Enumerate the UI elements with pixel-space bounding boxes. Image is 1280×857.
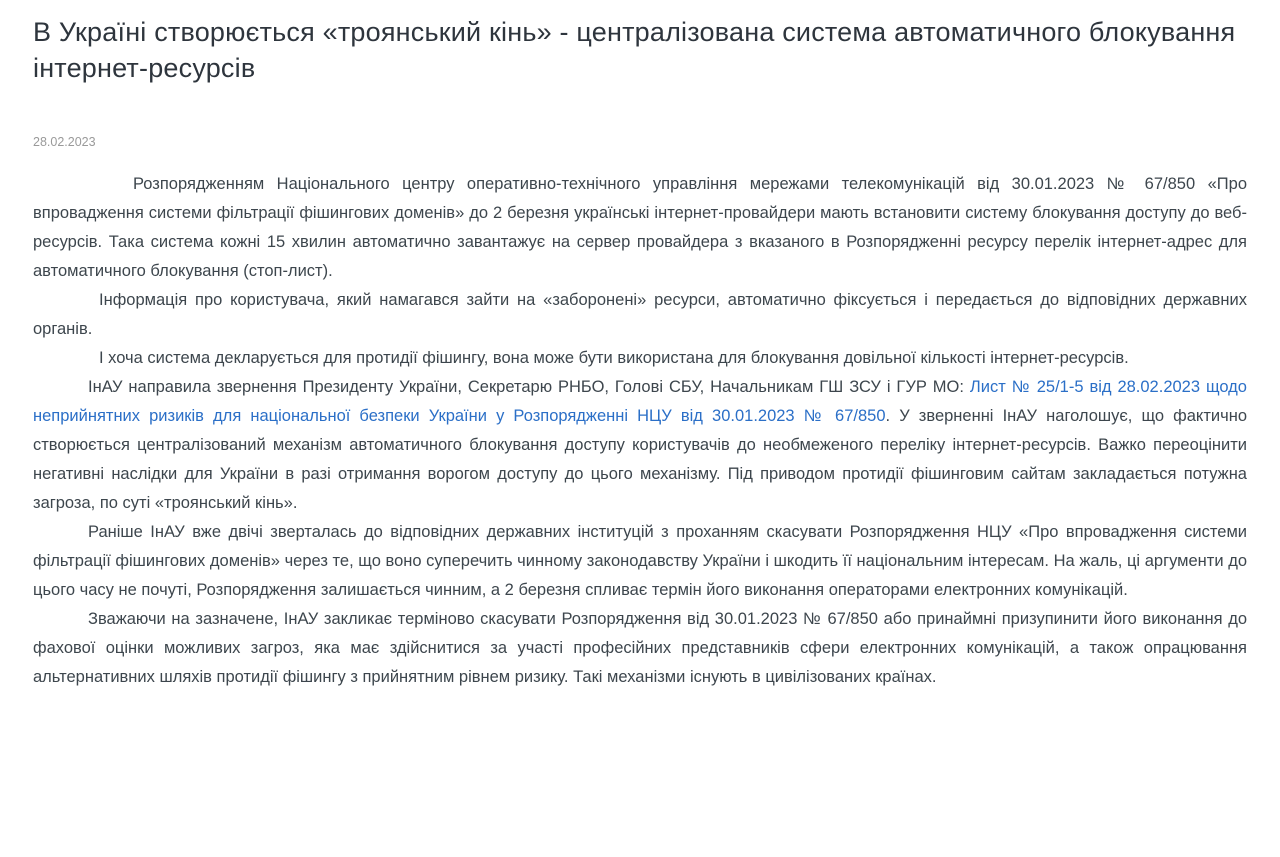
page-title: В Україні створюється «троянський кінь» - централізована система автоматичного блокування інтернет-ресурсів: [33, 17, 1236, 83]
article-body: [33, 170, 1247, 692]
paragraph-4: [33, 373, 1247, 518]
article-page: [0, 14, 1280, 692]
paragraph-1: Розпорядженням Національного центру оперативно-технічного управління мережами телекомунікацій від 30.01.2023 № 67/850 «Про впровадження системи фільтрації фішингових доменів» до 2 березня українські інтернет-провайдери мають встановити систему блокування доступу до веб-ресурсів. Така система кожні 15 хвилин автоматично завантажує на сервер провайдера з вказаного в Розпорядженні ресурсу перелік інтернет-адрес для автоматичного блокування (стоп-лист).: [33, 175, 1247, 280]
paragraph-6: Зважаючи на зазначене, ІнАУ закликає терміново скасувати Розпорядження від 30.01.2023 № 67/850 або принаймні призупинити його виконання до фахової оцінки можливих загроз, яка має здійснитися за участі професійних представників сфери електронних комунікацій, а також опрацювання альтернативних шляхів протидії фішингу з прийнятним рівнем ризику. Такі механізми існують в цивілізованих країнах.: [33, 610, 1247, 686]
letter-document-link[interactable]: Лист № 25/1-5 від 28.02.2023 щодо неприйнятних ризиків для національної безпеки України у Розпорядженні НЦУ від 30.01.2023 № 67/850: [33, 378, 1247, 425]
paragraph-2: Інформація про користувача, який намагався зайти на «заборонені» ресурси, автоматично фіксується і передається до відповідних державних органів.: [33, 291, 1247, 338]
article-date: 28.02.2023: [33, 135, 96, 149]
paragraph-3: І хоча система декларується для протидії фішингу, вона може бути використана для блокування довільної кількості інтернет-ресурсів.: [99, 349, 1129, 367]
paragraph-4-text-before-link: ІнАУ направила звернення Президенту України, Секретарю РНБО, Голові СБУ, Начальникам ГШ ЗСУ і ГУР МО:: [88, 378, 970, 396]
paragraph-5: Раніше ІнАУ вже двічі зверталась до відповідних державних інституцій з проханням скасувати Розпорядження НЦУ «Про впровадження системи фільтрації фішингових доменів» через те, що воно суперечить чинному законодавству України і шкодить її національним інтересам. На жаль, ці аргументи до цього часу не почуті, Розпорядження залишається чинним, а 2 березня спливає термін його виконання операторами електронних комунікацій.: [33, 523, 1247, 599]
paragraph-4-text-after-link: . У зверненні ІнАУ наголошує, що фактично створюється централізований механізм автоматичного блокування доступу користувачів до необмеженого переліку інтернет-ресурсів. Важко переоцінити негативні наслідки для України в разі отримання ворогом доступу до цього механізму. Під приводом протидії фішинговим сайтам закладається потужна загроза, по суті «троянський кінь».: [33, 407, 1247, 512]
